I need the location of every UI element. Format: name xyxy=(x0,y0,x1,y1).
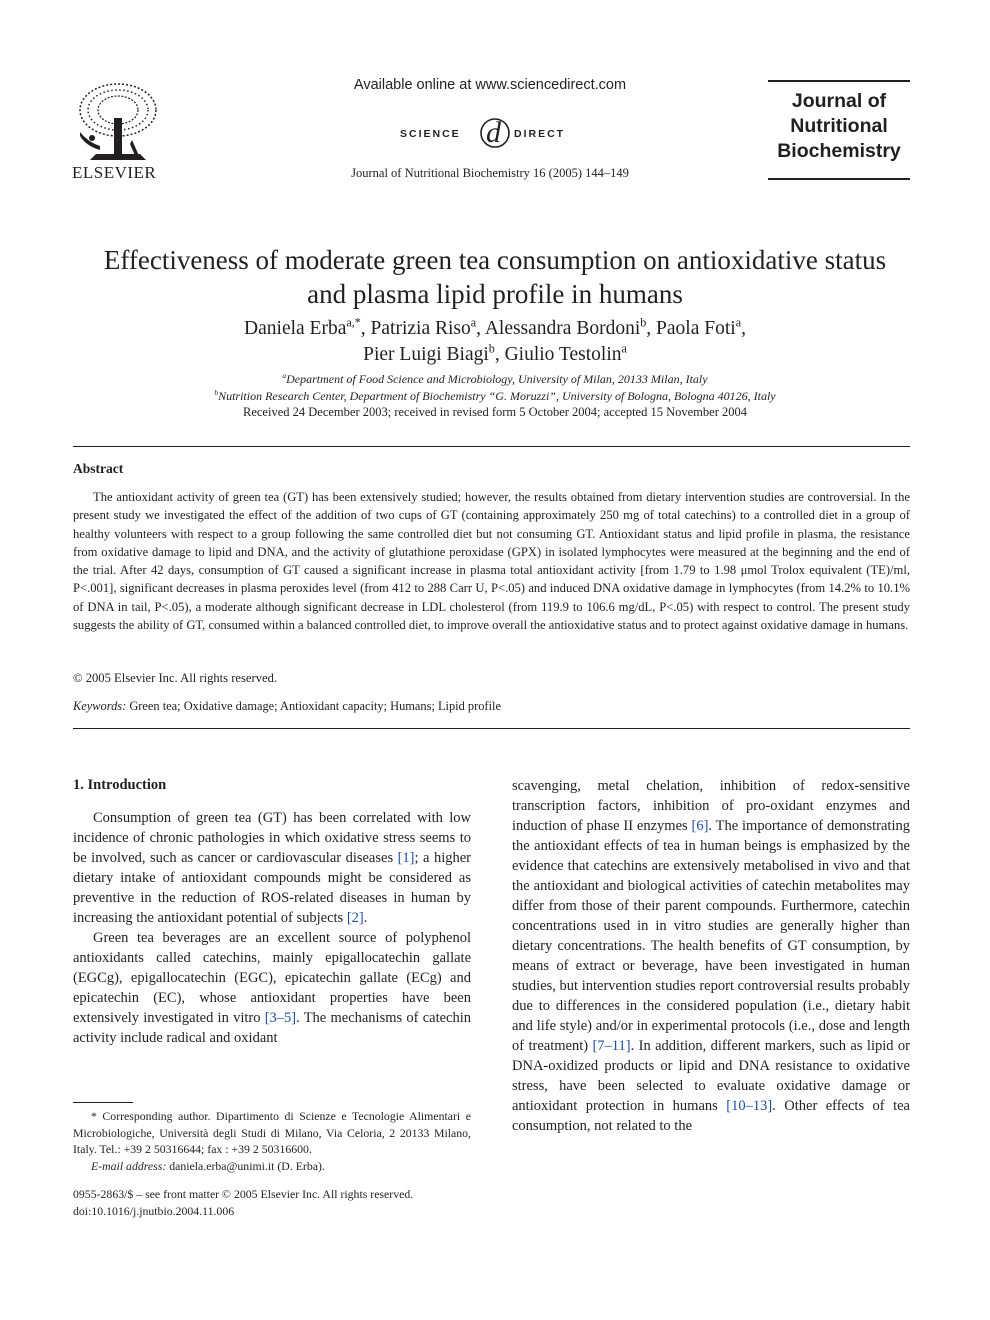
available-online-line: Available online at www.sciencedirect.com xyxy=(353,77,627,93)
author-affil-mark: a xyxy=(621,341,627,356)
author-name[interactable]: Patrizia Riso xyxy=(370,318,471,339)
footnote-email xyxy=(73,1158,471,1175)
citation-link[interactable]: [3–5] xyxy=(264,1010,297,1026)
article-title xyxy=(60,243,930,311)
keywords-label: Keywords: xyxy=(73,699,127,713)
left-column xyxy=(73,808,471,1048)
author-name[interactable]: Pier Luigi Biagi xyxy=(363,344,489,365)
author-name[interactable]: Giulio Testolin xyxy=(504,344,622,365)
doi[interactable]: doi:10.1016/j.jnutbio.2004.11.006 xyxy=(73,1204,235,1218)
author-name[interactable]: Alessandra Bordoni xyxy=(484,318,641,339)
right-column xyxy=(512,776,910,1136)
divider xyxy=(73,446,910,447)
abstract-heading: Abstract xyxy=(73,461,124,476)
journal-title xyxy=(768,89,910,164)
paragraph: scavenging, metal chelation, inhibition of redox-sensitive transcription factors, inhibition of pro-oxidant enzymes and induction of phase II enzymes [6]. The importance of demonstrating the antioxidant effects of tea in human beings is emphasized by the evidence that catechins are extensively metabolised in vivo and that the antioxidant and biological activities of catechin metabolites may differ from those of their parent compounds. Furthermore, catechin concentrations used in in vitro studies are generally higher than dietary concentrations. The health benefits of GT consumption, by means of extract or beverage, have been investigated in human studies, but intervention studies report controversial results probably due to differences in the considered population (i.e., dietary habit and life style) and/or in experimental protocols (i.e., dose and length of treatment) [7–11]. In addition, different markers, such as lipid or DNA-oxidized products or lipid and DNA resistance to oxidative stress, have been selected to evaluate oxidative damage or antioxidant protection in humans [10–13]. Other effects of tea consumption, not related to the xyxy=(512,778,910,1134)
publisher-name: ELSEVIER xyxy=(72,163,157,182)
journal-title-line: Biochemistry xyxy=(777,140,901,162)
affiliation: $^a$Department of Food Science and Microbiology, University of Milan, 20133 Milan, Italy xyxy=(282,371,708,386)
author-affil-mark: b xyxy=(640,315,647,330)
svg-text:d: d xyxy=(486,116,501,149)
sd-logo-left-text: SCIENCE xyxy=(400,128,461,140)
journal-title-line: Journal of xyxy=(791,90,887,112)
paragraph: Consumption of green tea (GT) has been correlated with low incidence of chronic pathologies in which oxidative stress seems to be involved, such as cancer or cardiovascular diseases [1]; a higher dietary intake of antioxidant compounds might be considered as preventive in the reduction of ROS-related diseases in human by increasing the antioxidant potential of subjects [2]. xyxy=(73,810,471,926)
keywords xyxy=(73,699,501,714)
abstract-body xyxy=(73,488,910,634)
author-affil-mark: a,* xyxy=(346,315,361,330)
divider xyxy=(73,728,910,729)
author-affil-mark: a xyxy=(735,315,742,330)
journal-title-line: Nutritional xyxy=(790,115,888,137)
citation-link[interactable]: [6] xyxy=(691,818,709,834)
email-label: E-mail address: xyxy=(91,1158,167,1173)
journal-citation: Journal of Nutritional Biochemistry 16 (2005) 144–149 xyxy=(351,166,629,180)
email-address[interactable]: daniela.erba@unimi.it (D. Erba). xyxy=(169,1158,325,1173)
citation-link[interactable]: [10–13] xyxy=(726,1098,773,1114)
author-name[interactable]: Paola Foti xyxy=(656,318,736,339)
author-name[interactable]: Daniela Erba xyxy=(244,318,347,339)
keywords-list: Green tea; Oxidative damage; Antioxidant capacity; Humans; Lipid profile xyxy=(129,699,501,713)
footnote-text: * Corresponding author. Dipartimento di Scienze e Tecnologie Alimentari e Microbiologiche, Università degli Studi di Milano, Via Celoria, 2 20133 Milano, Italy. Tel.: +39 2 50316644; fax : +39 2 50316600. xyxy=(73,1109,471,1156)
sd-logo-right-text: DIRECT xyxy=(514,128,566,140)
abstract-copyright: © 2005 Elsevier Inc. All rights reserved. xyxy=(73,671,278,685)
front-matter xyxy=(73,1186,413,1220)
citation-link[interactable]: [1] xyxy=(397,850,415,866)
author-line: Pier Luigi Biagi$^b$, Giulio Testolin$^a$ xyxy=(363,341,627,365)
citation-link[interactable]: [2] xyxy=(346,910,364,926)
section-heading: 1. Introduction xyxy=(73,777,167,793)
author-affil-mark: a xyxy=(470,315,477,330)
abstract-text: The antioxidant activity of green tea (GT) has been extensively studied; however, the results obtained from dietary intervention studies are controversial. In the present study we investigated the effect of the addition of two cups of GT (containing approximately 250 mg of total catechins) to a controlled diet in a group of healthy volunteers with respect to a group following the same controlled diet but not consuming GT. Antioxidant status and lipid profile in plasma, the resistance from oxidative damage to lipid and DNA, and the activity of glutathione peroxidase (GPX) in isolated lymphocytes were measured at the beginning and the end of the trial. After 42 days, consumption of GT caused a significant increase in plasma total antioxidant activity [from 1.79 to 1.98 μmol Trolox equivalent (TE)/ml, P<.001], significant decreases in plasma peroxides level (from 412 to 288 Carr U, P<.05) and induced DNA oxidative damage in lymphocytes (from 14.2% to 10.1% of DNA in tail, P<.05), a moderate although significant decrease in LDL cholesterol (from 119.9 to 106.6 mg/dL, P<.05) with respect to control. The present study suggests the ability of GT, consumed within a balanced controlled diet, to improve overall the antioxidative status and to protect against oxidative damage in humans. xyxy=(73,490,910,633)
author-affil-mark: b xyxy=(488,341,495,356)
affiliation: $^b$Nutrition Research Center, Department of Biochemistry “G. Moruzzi”, University of Bologna, Bologna 40126, Italy xyxy=(214,388,776,403)
author-line: Daniela Erba$^{a,*}$, Patrizia Riso$^a$, Alessandra Bordoni$^b$, Paola Foti$^a$, xyxy=(244,315,746,339)
article-title-line: Effectiveness of moderate green tea consumption on antioxidative status xyxy=(103,245,887,275)
received-dates: Received 24 December 2003; received in revised form 5 October 2004; accepted 15 November 2004 xyxy=(243,405,747,419)
footnote-divider xyxy=(73,1102,133,1103)
corresponding-author-footnote xyxy=(73,1108,471,1174)
front-matter-line: 0955-2863/$ – see front matter © 2005 Elsevier Inc. All rights reserved. xyxy=(73,1187,414,1201)
paragraph: Green tea beverages are an excellent source of polyphenol antioxidants called catechins, mainly epigallocatechin gallate (EGCg), epigallocatechin (EGC), epicatechin gallate (ECg) and epicatechin (EC), whose antioxidant properties have been extensively investigated in vitro [3–5]. The mechanisms of catechin activity include radical and oxidant xyxy=(73,930,471,1046)
sciencedirect-logo xyxy=(400,110,590,154)
article-title-line: and plasma lipid profile in humans xyxy=(307,279,683,309)
citation-link[interactable]: [7–11] xyxy=(592,1038,631,1054)
affiliations xyxy=(100,371,890,405)
author-list xyxy=(100,316,890,368)
